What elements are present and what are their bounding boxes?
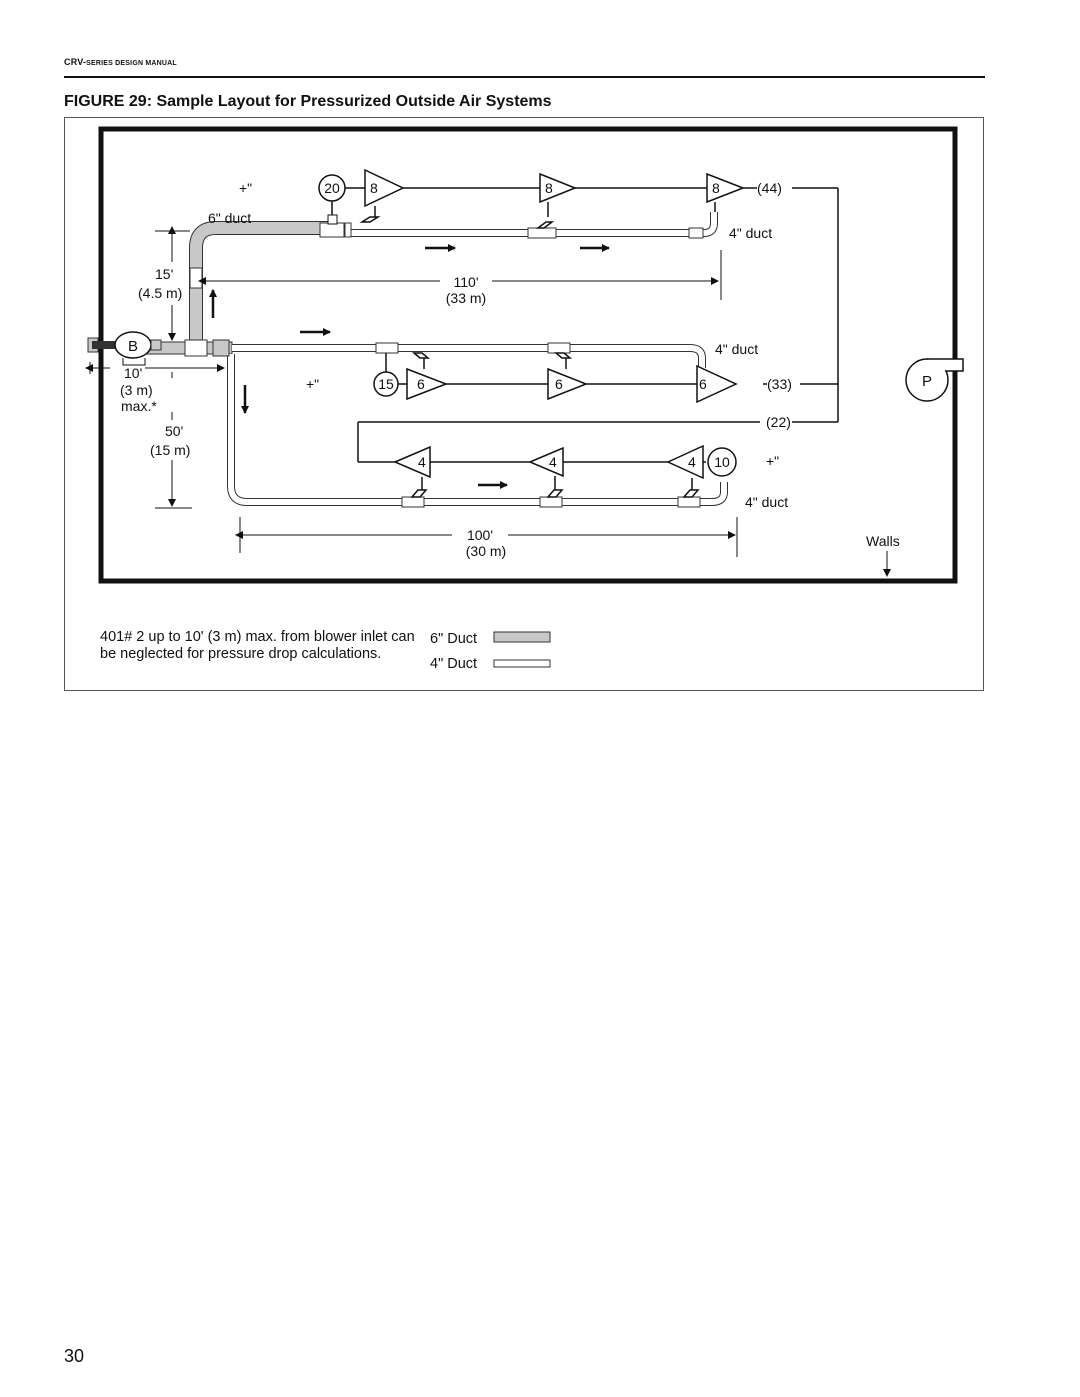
top-vent-2: 8 xyxy=(545,180,553,196)
pump-label: P xyxy=(921,373,933,390)
four-inch-top-duct xyxy=(334,212,714,233)
header-series: SERIES xyxy=(86,60,114,67)
bottom-vent-3: 4 xyxy=(688,454,696,470)
valve-middle-label: 15 xyxy=(378,376,394,392)
dim-drop: 50' xyxy=(165,423,184,439)
header-rest: DESIGN MANUAL xyxy=(113,60,177,67)
pressure-sign-top: +" xyxy=(239,180,253,196)
header-prefix: CRV- xyxy=(64,57,87,67)
middle-vent-2: 6 xyxy=(555,376,563,392)
legend-four-inch-label: 4" Duct xyxy=(430,656,478,672)
page-number: 30 xyxy=(64,1346,85,1366)
dim-inlet-max: max.* xyxy=(121,398,157,414)
flow-arrows xyxy=(213,248,609,485)
legend-six-inch-swatch xyxy=(494,632,550,642)
bottom-vent-1: 4 xyxy=(418,454,426,470)
legend-six-inch-label: 6" Duct xyxy=(430,631,478,647)
dim-inlet-m: (3 m) xyxy=(120,382,153,398)
dim-drop-m: (15 m) xyxy=(150,442,191,458)
valve-bottom-label: 10 xyxy=(714,454,730,470)
top-row-vents xyxy=(362,170,743,228)
middle-vent-1: 6 xyxy=(417,376,425,392)
dimension-lines xyxy=(90,231,887,576)
valve-top-label: 20 xyxy=(324,180,340,196)
four-inch-drop-duct xyxy=(231,354,724,502)
valve-top xyxy=(319,175,345,224)
dim-bottom-run-m: (30 m) xyxy=(465,543,507,559)
pressure-sign-middle: +" xyxy=(306,376,320,392)
figure-caption: FIGURE 29: Sample Layout for Pressurized Outside Air Systems xyxy=(64,93,552,110)
legend-four-inch-swatch xyxy=(494,660,550,667)
valve-bottom xyxy=(708,448,736,476)
middle-row-vents xyxy=(407,353,736,402)
bottom-vent-2: 4 xyxy=(549,454,557,470)
walls-label: Walls xyxy=(866,533,900,549)
blower-label: B xyxy=(127,338,139,355)
pressure-sign-bottom: +" xyxy=(766,453,780,469)
middle-vent-3: 6 xyxy=(699,376,707,392)
six-inch-riser-duct xyxy=(196,228,334,345)
four-inch-duct-label-middle: 4" duct xyxy=(715,341,759,357)
top-branch-total: (44) xyxy=(757,180,782,196)
legend-note: 401# 2 up to 10' (3 m) max. from blower inlet can be neglected for pressure drop calculations. xyxy=(100,629,415,662)
top-vent-1: 8 xyxy=(370,180,378,196)
four-inch-duct-label-top: 4" duct xyxy=(729,225,773,241)
dim-top-run-m: (33 m) xyxy=(445,290,487,306)
valve-middle xyxy=(374,353,398,396)
dim-riser: 15' xyxy=(155,266,174,282)
dim-top-run: 110' xyxy=(453,274,479,290)
dim-riser-m: (4.5 m) xyxy=(138,285,183,301)
duct-couplers xyxy=(185,223,703,507)
top-vent-3: 8 xyxy=(712,180,720,196)
bottom-branch-total: (22) xyxy=(766,414,791,430)
middle-branch-total: (33) xyxy=(767,376,792,392)
six-inch-duct-label: 6" duct xyxy=(208,210,252,226)
four-inch-duct-label-bottom: 4" duct xyxy=(745,494,789,510)
dim-inlet: 10' xyxy=(124,365,143,381)
dim-bottom-run: 100' xyxy=(466,527,494,543)
